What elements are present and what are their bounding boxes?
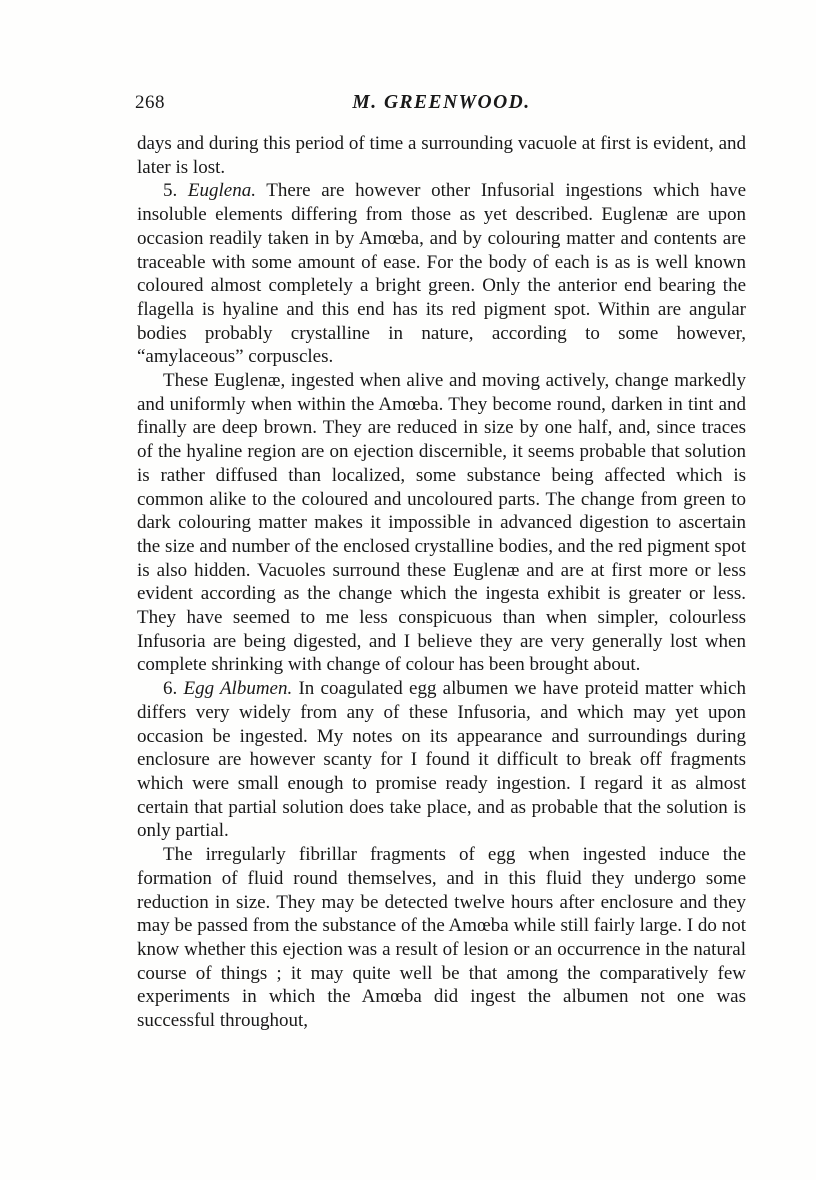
paragraph-section-5-euglena [137, 179, 746, 369]
page-header [137, 92, 746, 116]
text-run: These Euglenæ, ingested when alive and moving actively, change markedly and uniformly when within the Amœba. They become round, darken in tint and finally are deep brown. They are reduced in size by one half, and, since traces of the hyaline region are on ejection discernible, it seems probable that solution is rather diffused than localized, some substance being affected which is common alike to the coloured and uncoloured parts. The change from green to dark colouring matter makes it impossible in advanced digestion to ascertain the size and number of the enclosed crystalline bodies, and the red pigment spot is also hidden. Vacuoles surround these Euglenæ and are at first more or less evident according as the change which the ingesta exhibit is greater or less. They have seemed to me less conspicuous than when simpler, colourless Infusoria are being digested, and I believe they are very generally lost when complete shrinking with change of colour has been brought about. [137, 370, 746, 676]
section-title-egg-albumen: Egg Albumen. [183, 678, 293, 700]
paragraph-section-6-egg-albumen [137, 677, 746, 843]
text-run: days and during this period of time a surrounding vacuole at first is evident, and later is lost. [137, 133, 746, 178]
page-body [137, 132, 746, 1033]
text-run: There are however other Infusorial ingestions which have insoluble elements differing from those as yet described. Euglenæ are upon occasion readily taken in by Amœba, and by colouring matter and contents are traceable with some amount of ease. For the body of each is as is well known coloured almost completely a bright green. Only the anterior end bearing the flagella is hyaline and this end has its red pigment spot. Within are angular bodies probably crystalline in nature, according to some however, “amylaceous” corpuscles. [137, 180, 747, 368]
section-number: 5. [163, 180, 188, 202]
section-title-euglena: Euglena. [187, 180, 256, 202]
paragraph-egg-fragments [137, 843, 746, 1033]
section-number: 6. [163, 678, 184, 700]
text-run: In coagulated egg albumen we have proteid matter which differs very widely from any of these Infusoria, and which may yet upon occasion be ingested. My notes on its appearance and surroundings during enclosure are however scanty for I found it difficult to break off fragments which were small enough to promise ready ingestion. I regard it as almost certain that partial solution does take place, and as probable that the solution is only partial. [137, 678, 746, 842]
page-number: 268 [135, 92, 165, 113]
text-run: The irregularly fibrillar fragments of egg when ingested induce the formation of fluid round themselves, and in this fluid they undergo some reduction in size. They may be detected twelve hours after enclosure and they may be passed from the substance of the Amœba while still fairly large. I do not know whether this ejection was a result of lesion or an occurrence in the natural course of things ; it may quite well be that among the comparatively few experiments in which the Amœba did ingest the albumen not one was successful throughout, [137, 844, 746, 1032]
paragraph-euglenae-digestion [137, 369, 746, 677]
running-head-author: M. GREENWOOD. [352, 92, 531, 113]
paragraph-vacuole-continuation [137, 132, 746, 179]
